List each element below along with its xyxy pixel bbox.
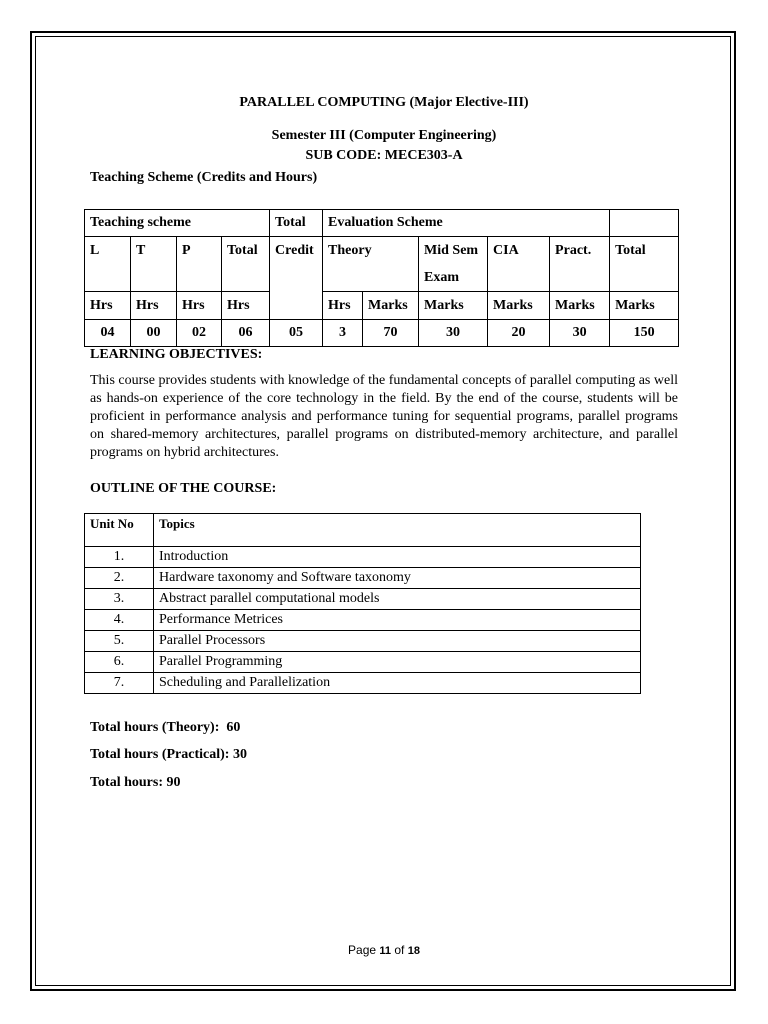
l-value: 04 [85, 320, 131, 347]
total-header: Total [270, 210, 323, 237]
table-row [85, 673, 641, 694]
total-hours-theory: Total hours (Theory): 60 [90, 720, 241, 735]
credit-header: Credit [270, 237, 323, 320]
semester-line: Semester III (Computer Engineering) [271, 128, 497, 143]
unit-number: 2. [85, 568, 154, 589]
total-hours-practical: Total hours (Practical): 30 [90, 747, 247, 762]
teaching-scheme-table [84, 209, 679, 347]
pract-unit: Marks [550, 292, 610, 320]
unit-topic: Abstract parallel computational models [154, 589, 641, 610]
mid-sem-unit: Marks [419, 292, 488, 320]
unit-number: 5. [85, 631, 154, 652]
unit-number: 1. [85, 547, 154, 568]
l-header: L [85, 237, 131, 292]
sub-code: SUB CODE: MECE303-A [305, 148, 463, 163]
cia-value: 20 [488, 320, 550, 347]
t-value: 00 [131, 320, 177, 347]
page-total: 18 [407, 945, 420, 957]
theory-marks-value: 70 [363, 320, 419, 347]
learning-objectives-heading: LEARNING OBJECTIVES: [90, 347, 263, 362]
total-marks-unit: Marks [610, 292, 679, 320]
t-header: T [131, 237, 177, 292]
unit-number: 4. [85, 610, 154, 631]
blank-header [610, 210, 679, 237]
l-unit: Hrs [85, 292, 131, 320]
t-unit: Hrs [131, 292, 177, 320]
total-marks-value: 150 [610, 320, 679, 347]
learning-objectives-text: This course provides students with knowledge of the fundamental concepts of parallel computing as well as hands-on experience of the core technology in the field. By the end of the course, students will be proficient in performance analysis and performance tuning for sequential programs, parallel programs on shared-memory architectures, parallel programs on distributed-memory architecture, and parallel programs on hybrid architectures. [90, 373, 678, 460]
total-hrs-value: 06 [222, 320, 270, 347]
unit-topic: Parallel Processors [154, 631, 641, 652]
pract-header: Pract. [550, 237, 610, 292]
theory-hrs-value: 3 [323, 320, 363, 347]
total-marks-header: Total [610, 237, 679, 292]
pract-value: 30 [550, 320, 610, 347]
table-row [85, 568, 641, 589]
teaching-scheme-heading: Teaching Scheme (Credits and Hours) [90, 170, 318, 185]
teaching-scheme-header: Teaching scheme [85, 210, 270, 237]
theory-marks-unit: Marks [363, 292, 419, 320]
course-title: PARALLEL COMPUTING (Major Elective-III) [239, 95, 529, 110]
topics-header: Topics [154, 514, 641, 547]
p-header: P [177, 237, 222, 292]
theory-header: Theory [323, 237, 419, 292]
table-row [85, 589, 641, 610]
evaluation-scheme-header: Evaluation Scheme [323, 210, 610, 237]
unit-topic: Performance Metrices [154, 610, 641, 631]
unit-number: 3. [85, 589, 154, 610]
unit-topic: Parallel Programming [154, 652, 641, 673]
table-row [85, 652, 641, 673]
unit-number: 7. [85, 673, 154, 694]
table-row [85, 610, 641, 631]
cia-unit: Marks [488, 292, 550, 320]
outline-table [84, 513, 641, 694]
total-hrs-header: Total [222, 237, 270, 292]
unit-no-header: Unit No [85, 514, 154, 547]
page-prefix: Page [348, 943, 380, 957]
theory-hrs-unit: Hrs [323, 292, 363, 320]
credit-value: 05 [270, 320, 323, 347]
mid-sem-value: 30 [419, 320, 488, 347]
mid-sem-header: Mid Sem Exam [419, 237, 488, 292]
page-number: 11 [379, 945, 392, 957]
table-row [85, 547, 641, 568]
total-unit: Hrs [222, 292, 270, 320]
total-hours-overall: Total hours: 90 [90, 775, 181, 790]
cia-header: CIA [488, 237, 550, 292]
p-value: 02 [177, 320, 222, 347]
outline-heading: OUTLINE OF THE COURSE: [90, 481, 277, 496]
table-row [85, 631, 641, 652]
page-number-footer [0, 943, 768, 957]
page-of: of [391, 943, 408, 957]
p-unit: Hrs [177, 292, 222, 320]
unit-number: 6. [85, 652, 154, 673]
unit-topic: Hardware taxonomy and Software taxonomy [154, 568, 641, 589]
unit-topic: Introduction [154, 547, 641, 568]
unit-topic: Scheduling and Parallelization [154, 673, 641, 694]
